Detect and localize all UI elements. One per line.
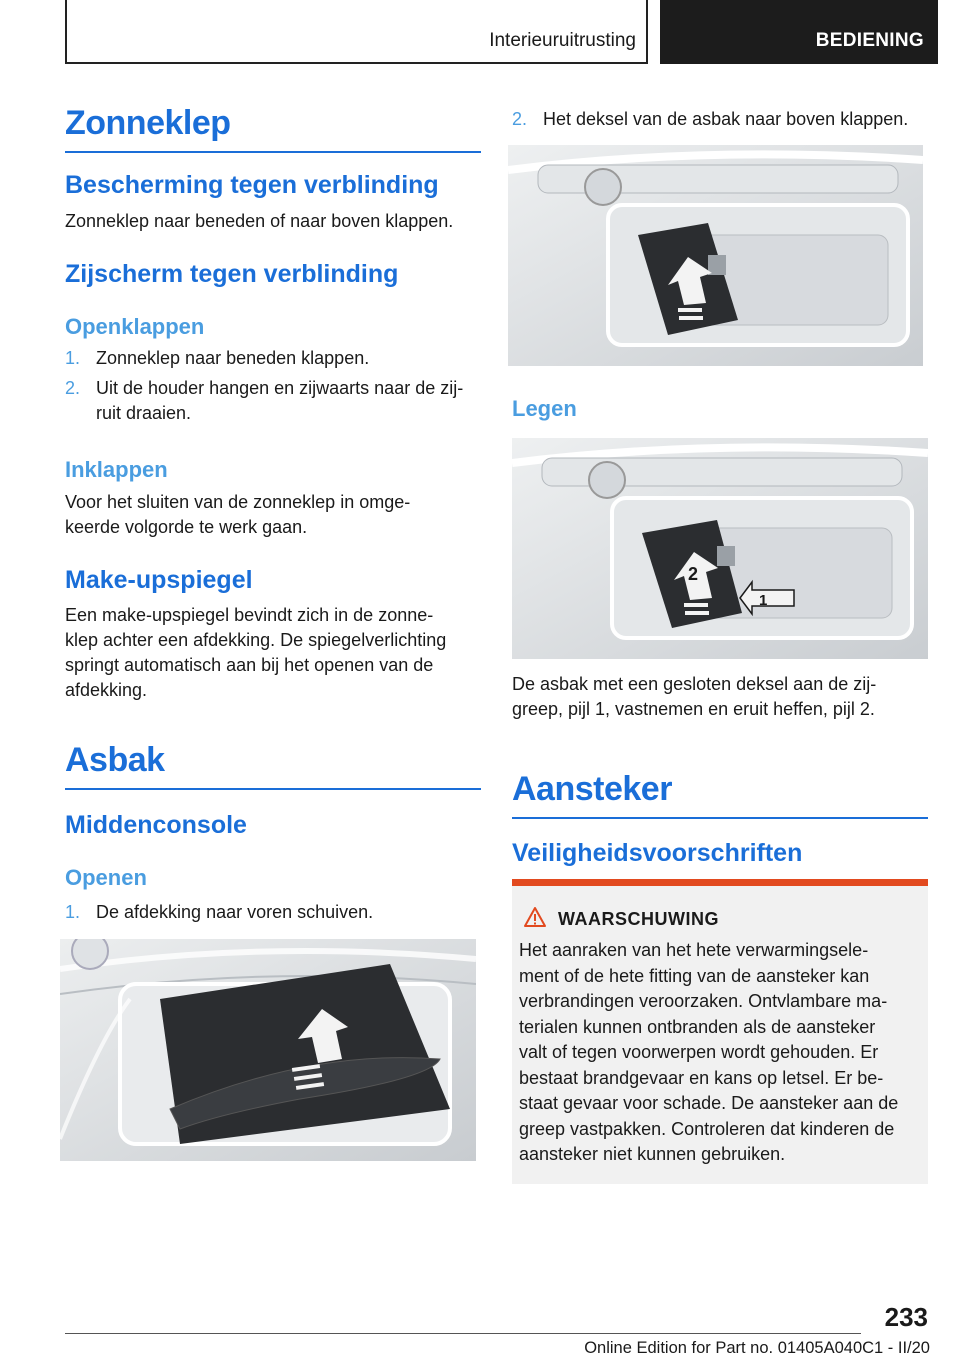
- header-tab: [660, 0, 938, 64]
- heading-zonneklep-block: [65, 104, 481, 153]
- warning-triangle-icon: [523, 906, 547, 928]
- list-openklappen: [65, 346, 481, 426]
- heading-rule: [65, 151, 481, 153]
- heading-asbak: Asbak: [65, 741, 165, 779]
- warning-bar: [512, 879, 928, 886]
- header-rule-left: [65, 0, 67, 64]
- arrow-label-2: 2: [688, 564, 699, 584]
- header-tab-label: BEDIENING: [815, 30, 924, 51]
- list-item: 2. Uit de houder hangen en zijwaarts naar de zij- ruit draaien.: [65, 378, 464, 423]
- text-make-upspiegel: Een make-upspiegel bevindt zich in de zonne- klep achter een afdekking. De spiegelverlichting springt automatisch aan bij het openen van de afdekking.: [65, 605, 447, 700]
- heading-openklappen: Openklappen: [65, 314, 205, 339]
- heading-zonneklep: Zonneklep: [65, 104, 231, 142]
- ashtray-slide-illustration: [60, 939, 476, 1161]
- header-section: Interieuruitrusting: [489, 30, 636, 51]
- heading-bescherming: Bescherming tegen verblinding: [65, 171, 439, 199]
- heading-aansteker: Aansteker: [512, 770, 672, 808]
- warning-title: WAARSCHUWING: [558, 909, 719, 929]
- list-item: 2. Het deksel van de asbak naar boven klappen.: [512, 109, 909, 129]
- heading-openen: Openen: [65, 865, 147, 890]
- header-rule: [65, 62, 647, 64]
- ashtray-remove-illustration: [512, 438, 928, 659]
- text-legen: De asbak met een gesloten deksel aan de zij- greep, pijl 1, vastnemen en eruit heffen, pijl 2.: [512, 674, 877, 719]
- text-inklappen: Voor het sluiten van de zonneklep in omge- keerde volgorde te werk gaan.: [65, 492, 411, 537]
- heading-asbak-block: [65, 741, 481, 790]
- list-item: 1. Zonneklep naar beneden klappen.: [65, 348, 370, 368]
- header-rule-right: [646, 0, 648, 64]
- heading-veiligheidsvoorschriften: Veiligheidsvoorschriften: [512, 839, 803, 867]
- ashtray-lid-open-illustration: [508, 145, 923, 366]
- heading-rule: [65, 788, 481, 790]
- footer-rule: [65, 1333, 861, 1334]
- heading-aansteker-block: [512, 770, 928, 819]
- heading-legen: Legen: [512, 396, 577, 421]
- heading-middenconsole: Middenconsole: [65, 811, 247, 839]
- heading-rule: [512, 817, 928, 819]
- heading-inklappen: Inklappen: [65, 457, 168, 482]
- footer-edition: Online Edition for Part no. 01405A040C1 - II/20: [584, 1339, 930, 1357]
- heading-make-upspiegel: Make-upspiegel: [65, 566, 253, 594]
- list-item: 1. De afdekking naar voren schuiven.: [65, 902, 374, 922]
- page-number: 233: [884, 1302, 928, 1332]
- text-bescherming: Zonneklep naar beneden of naar boven klappen.: [65, 211, 454, 231]
- warning-text: Het aanraken van het hete verwarmingsele- ment of de hete fitting van de aansteker kan verbrandingen veroorzaken. Ontvlambare ma- terialen kunnen ontbranden als de aansteker valt of tegen voorwerpen wordt gehouden. Er bestaat brandgevaar en kans op letsel. Er be- staat gevaar voor schade. De aansteker aan de greep vastpakken. Controleren dat kinderen de aansteker niet kunnen gebruiken.: [519, 940, 899, 1164]
- heading-zijscherm: Zijscherm tegen verblinding: [65, 260, 399, 288]
- arrow-label-1: 1: [759, 592, 768, 609]
